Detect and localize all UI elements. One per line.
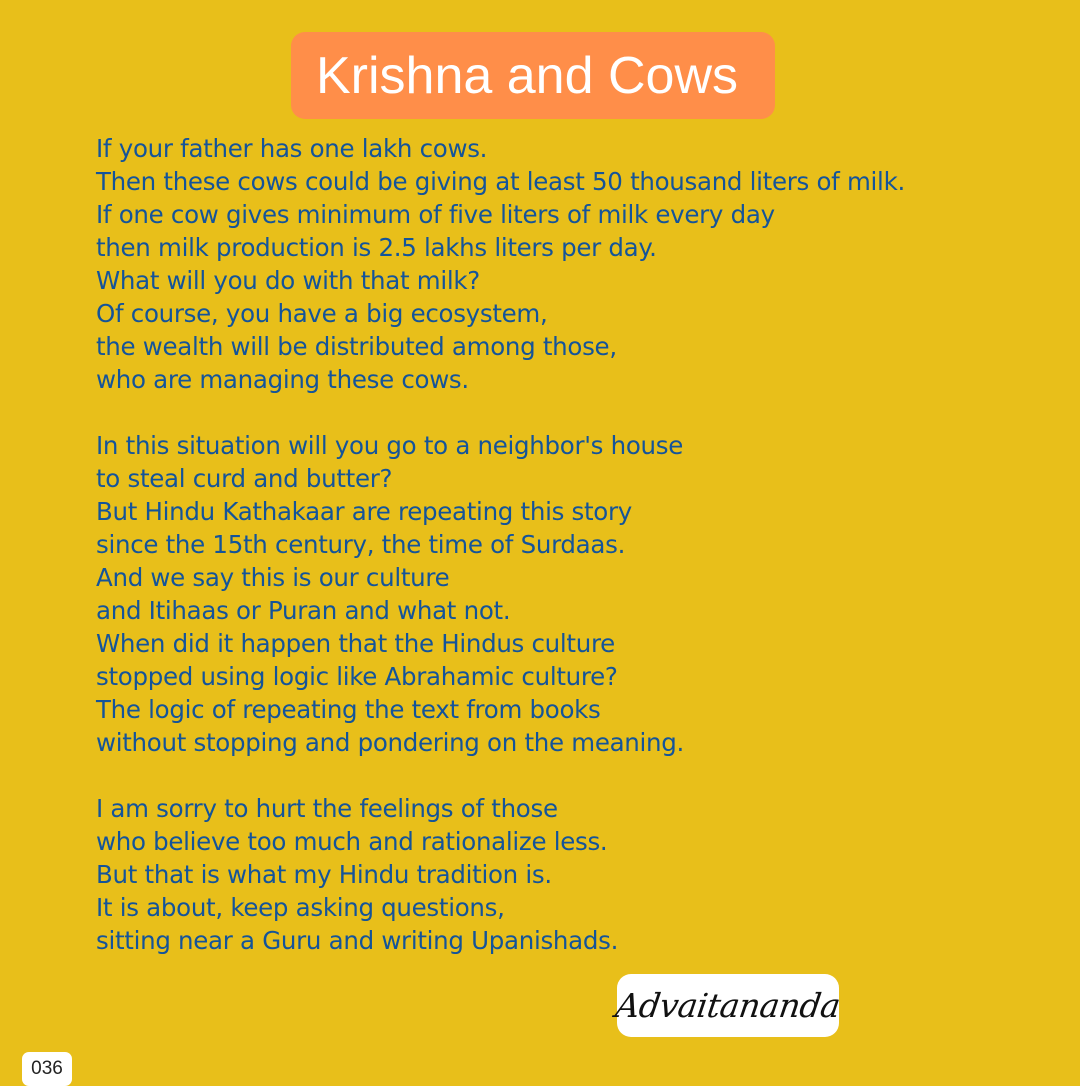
poem-line: the wealth will be distributed among those, — [96, 332, 617, 361]
poem-body — [96, 132, 996, 957]
poem-line: to steal curd and butter? — [96, 464, 393, 493]
poem-line: Of course, you have a big ecosystem, — [96, 299, 548, 328]
poem-line: But Hindu Kathakaar are repeating this story — [96, 497, 632, 526]
poem-line: Then these cows could be giving at least 50 thousand liters of milk. — [96, 167, 905, 196]
poem-line: sitting near a Guru and writing Upanishads. — [96, 926, 619, 955]
poem-line: If your father has one lakh cows. — [96, 134, 488, 163]
title-banner — [291, 32, 775, 119]
author-signature: Advaitananda — [613, 986, 843, 1025]
poem-line: since the 15th century, the time of Surdaas. — [96, 530, 626, 559]
poem-line: I am sorry to hurt the feelings of those — [96, 794, 558, 823]
poem-stanza-2 — [96, 429, 996, 759]
poem-line: who believe too much and rationalize less. — [96, 827, 608, 856]
poem-line: If one cow gives minimum of five liters of milk every day — [96, 200, 775, 229]
poem-line: The logic of repeating the text from books — [96, 695, 601, 724]
poem-line: It is about, keep asking questions, — [96, 893, 505, 922]
page-number-badge: 036 — [22, 1052, 72, 1086]
poem-line: And we say this is our culture — [96, 563, 450, 592]
poem-line: What will you do with that milk? — [96, 266, 480, 295]
page-title: Krishna and Cows — [316, 46, 738, 105]
poem-line: then milk production is 2.5 lakhs liters per day. — [96, 233, 657, 262]
poem-line: When did it happen that the Hindus culture — [96, 629, 615, 658]
poem-line: In this situation will you go to a neighbor's house — [96, 431, 684, 460]
poem-line: and Itihaas or Puran and what not. — [96, 596, 511, 625]
poem-line: But that is what my Hindu tradition is. — [96, 860, 552, 889]
poem-stanza-3 — [96, 792, 996, 957]
signature-badge — [613, 974, 843, 1037]
stanza-spacer — [96, 759, 996, 792]
poem-stanza-1 — [96, 132, 996, 396]
poem-line: without stopping and pondering on the meaning. — [96, 728, 685, 757]
poem-line: who are managing these cows. — [96, 365, 469, 394]
poem-line: stopped using logic like Abrahamic culture? — [96, 662, 618, 691]
stanza-spacer — [96, 396, 996, 429]
